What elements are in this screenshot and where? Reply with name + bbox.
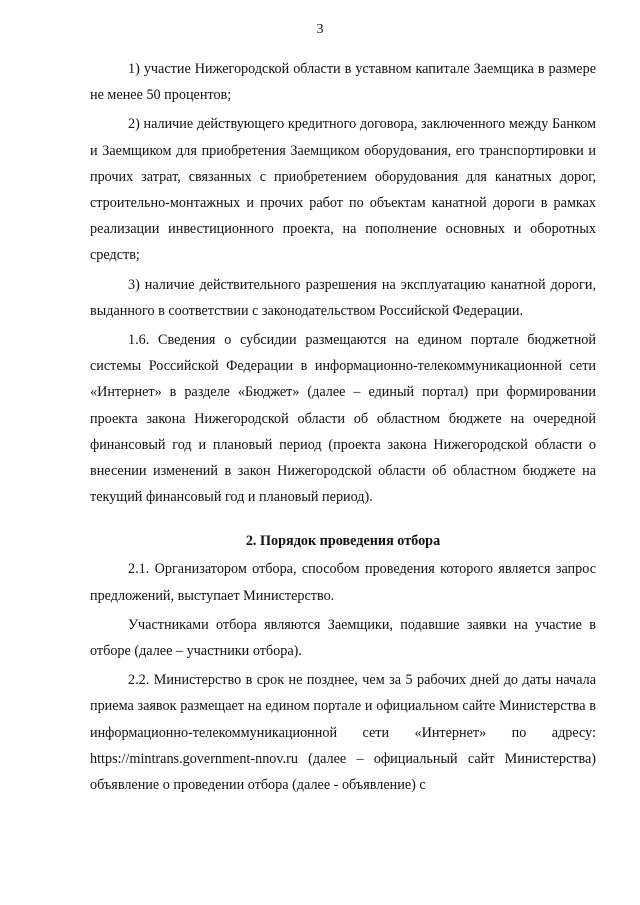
page-number: 3 [316, 22, 324, 37]
section-heading: 2. Порядок проведения отбора [245, 533, 441, 550]
paragraph-2-1: 2.1. Организатором отбора, способом проведения которого является запрос предложений, выступает Министерство. [90, 561, 596, 604]
document-body [90, 56, 596, 798]
list-item-credit-agreement: 2) наличие действующего кредитного договора, заключенного между Банком и Заемщиком для приобретения Заемщиком оборудования, его транспортировки и прочих затрат, связанных с приобретением оборудования для канатных дорог, строительно-монтажных и прочих работ по объектам канатной дороги в рамках реализации инвестиционного проекта, на пополнение основных и оборотных средств; [90, 116, 596, 264]
list-item-operating-permit: 3) наличие действительного разрешения на эксплуатацию канатной дороги, выданного в соответствии с законодательством Российской Федерации. [90, 276, 596, 319]
paragraph-2-2: 2.2. Министерство в срок не позднее, чем за 5 рабочих дней до даты начала приема заявок размещает на едином портале и официальном сайте Министерства в информационно-телекоммуникационной сети «Интернет» по адресу: https://mintrans.government-nnov.ru (далее – официальный сайт Министерства) объявление о проведении отбора (далее - объявление) с [90, 672, 596, 794]
paragraph-participants: Участниками отбора являются Заемщики, подавшие заявки на участие в отборе (далее – участники отбора). [90, 616, 596, 660]
paragraph-1-6: 1.6. Сведения о субсидии размещаются на едином портале бюджетной системы Российской Федерации в информационно-телекоммуникационной сети «Интернет» в разделе «Бюджет» (далее – единый портал) при формировании проекта закона Нижегородской области об областном бюджете на очередной финансовый год и плановый период (проекта закона Нижегородской области о внесении изменений в закон Нижегородской области об областном бюджете на текущий финансовый год и плановый период). [90, 332, 596, 506]
list-item-ownership: 1) участие Нижегородской области в уставном капитале Заемщика в размере не менее 50 процентов; [90, 61, 596, 104]
